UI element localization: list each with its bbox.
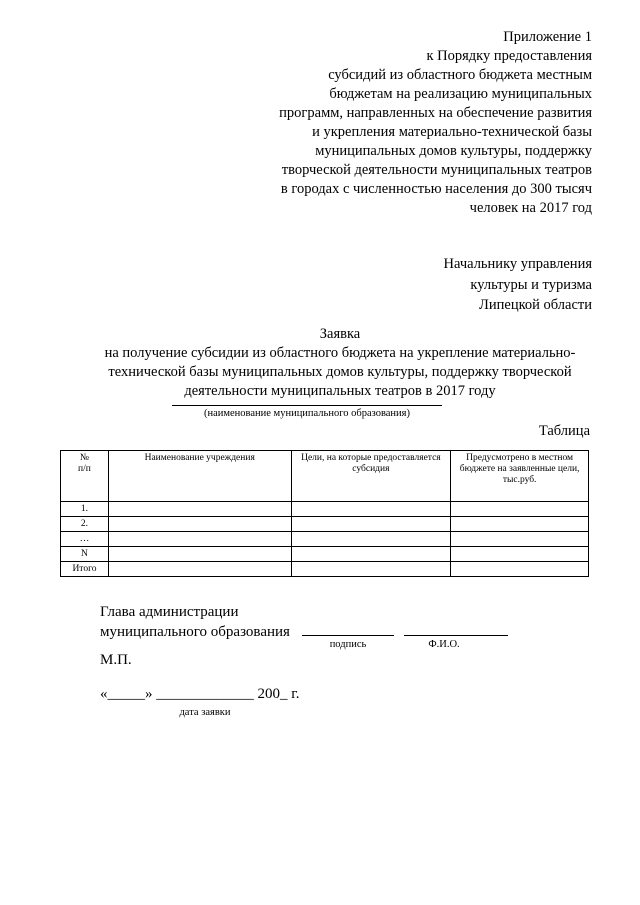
header-number: № п/п [61,451,109,502]
stamp-place: М.П. [100,652,132,668]
header-institution: Наименование учреждения [108,451,291,502]
header-line: творческой деятельности муниципальных театров [281,162,592,178]
table-row-total [61,562,589,577]
application-table [60,450,589,577]
table-cell: 2. [61,517,109,532]
municipality-blank-line[interactable] [172,405,442,406]
table-row [61,502,589,517]
addressee-block [352,254,592,316]
title-line: деятельности муниципальных театров в 2017 году [184,383,496,399]
table-label: Таблица [538,423,590,439]
table-cell[interactable] [291,502,451,517]
table-row [61,547,589,562]
application-title [60,325,620,401]
table-cell[interactable] [291,532,451,547]
table-cell: … [61,532,109,547]
table-cell[interactable] [451,517,589,532]
table-cell[interactable] [451,532,589,547]
table-row [61,517,589,532]
table-cell[interactable] [451,502,589,517]
table-cell[interactable] [291,517,451,532]
addressee-line: Липецкой области [479,297,592,313]
table-cell[interactable] [451,562,589,577]
title-line: технической базы муниципальных домов культуры, поддержку творческой [108,364,572,380]
header-line: к Порядку предоставления [426,48,592,64]
table-cell[interactable] [108,532,291,547]
header-line: бюджетам на реализацию муниципальных [329,86,592,102]
date-field[interactable]: «_____» _____________ 200_ г. [100,686,300,702]
municipality-caption: (наименование муниципального образования) [203,408,411,419]
table-cell[interactable] [108,547,291,562]
signature-blank-line[interactable] [302,635,394,636]
name-caption: Ф.И.О. [428,639,460,650]
table-cell[interactable] [108,562,291,577]
name-blank-line[interactable] [404,635,508,636]
header-line: субсидий из областного бюджета местным [328,67,592,83]
addressee-line: Начальнику управления [443,256,592,272]
table-cell: N [61,547,109,562]
table-row [61,532,589,547]
table-cell[interactable] [108,517,291,532]
header-line: и укрепления материально-технической базы [312,124,592,140]
addressee-line: культуры и туризма [470,276,592,293]
title-line: на получение субсидии из областного бюджета на укрепление материально- [104,345,576,361]
title-heading: Заявка [319,326,361,342]
header-line: Приложение 1 [503,29,592,45]
header-line: программ, направленных на обеспечение развития [279,105,592,121]
date-caption: дата заявки [179,707,231,718]
header-budget: Предусмотрено в местном бюджете на заявленные цели, тыс.руб. [451,451,589,502]
header-line: муниципальных домов культуры, поддержку [315,143,592,159]
header-purpose: Цели, на которые предоставляется субсидия [291,451,451,502]
appendix-header [232,28,592,218]
table-cell[interactable] [291,562,451,577]
signature-caption: подпись [329,639,367,650]
table-cell[interactable] [108,502,291,517]
table-cell: 1. [61,502,109,517]
table-cell: Итого [61,562,109,577]
signature-title-line1: Глава администрации [100,604,239,620]
signature-block [100,602,290,642]
header-line: человек на 2017 год [469,200,592,216]
signature-title-line2: муниципального образования [100,624,290,640]
header-line: в городах с численностью населения до 300 тысяч [280,181,592,197]
table-cell[interactable] [291,547,451,562]
table-cell[interactable] [451,547,589,562]
